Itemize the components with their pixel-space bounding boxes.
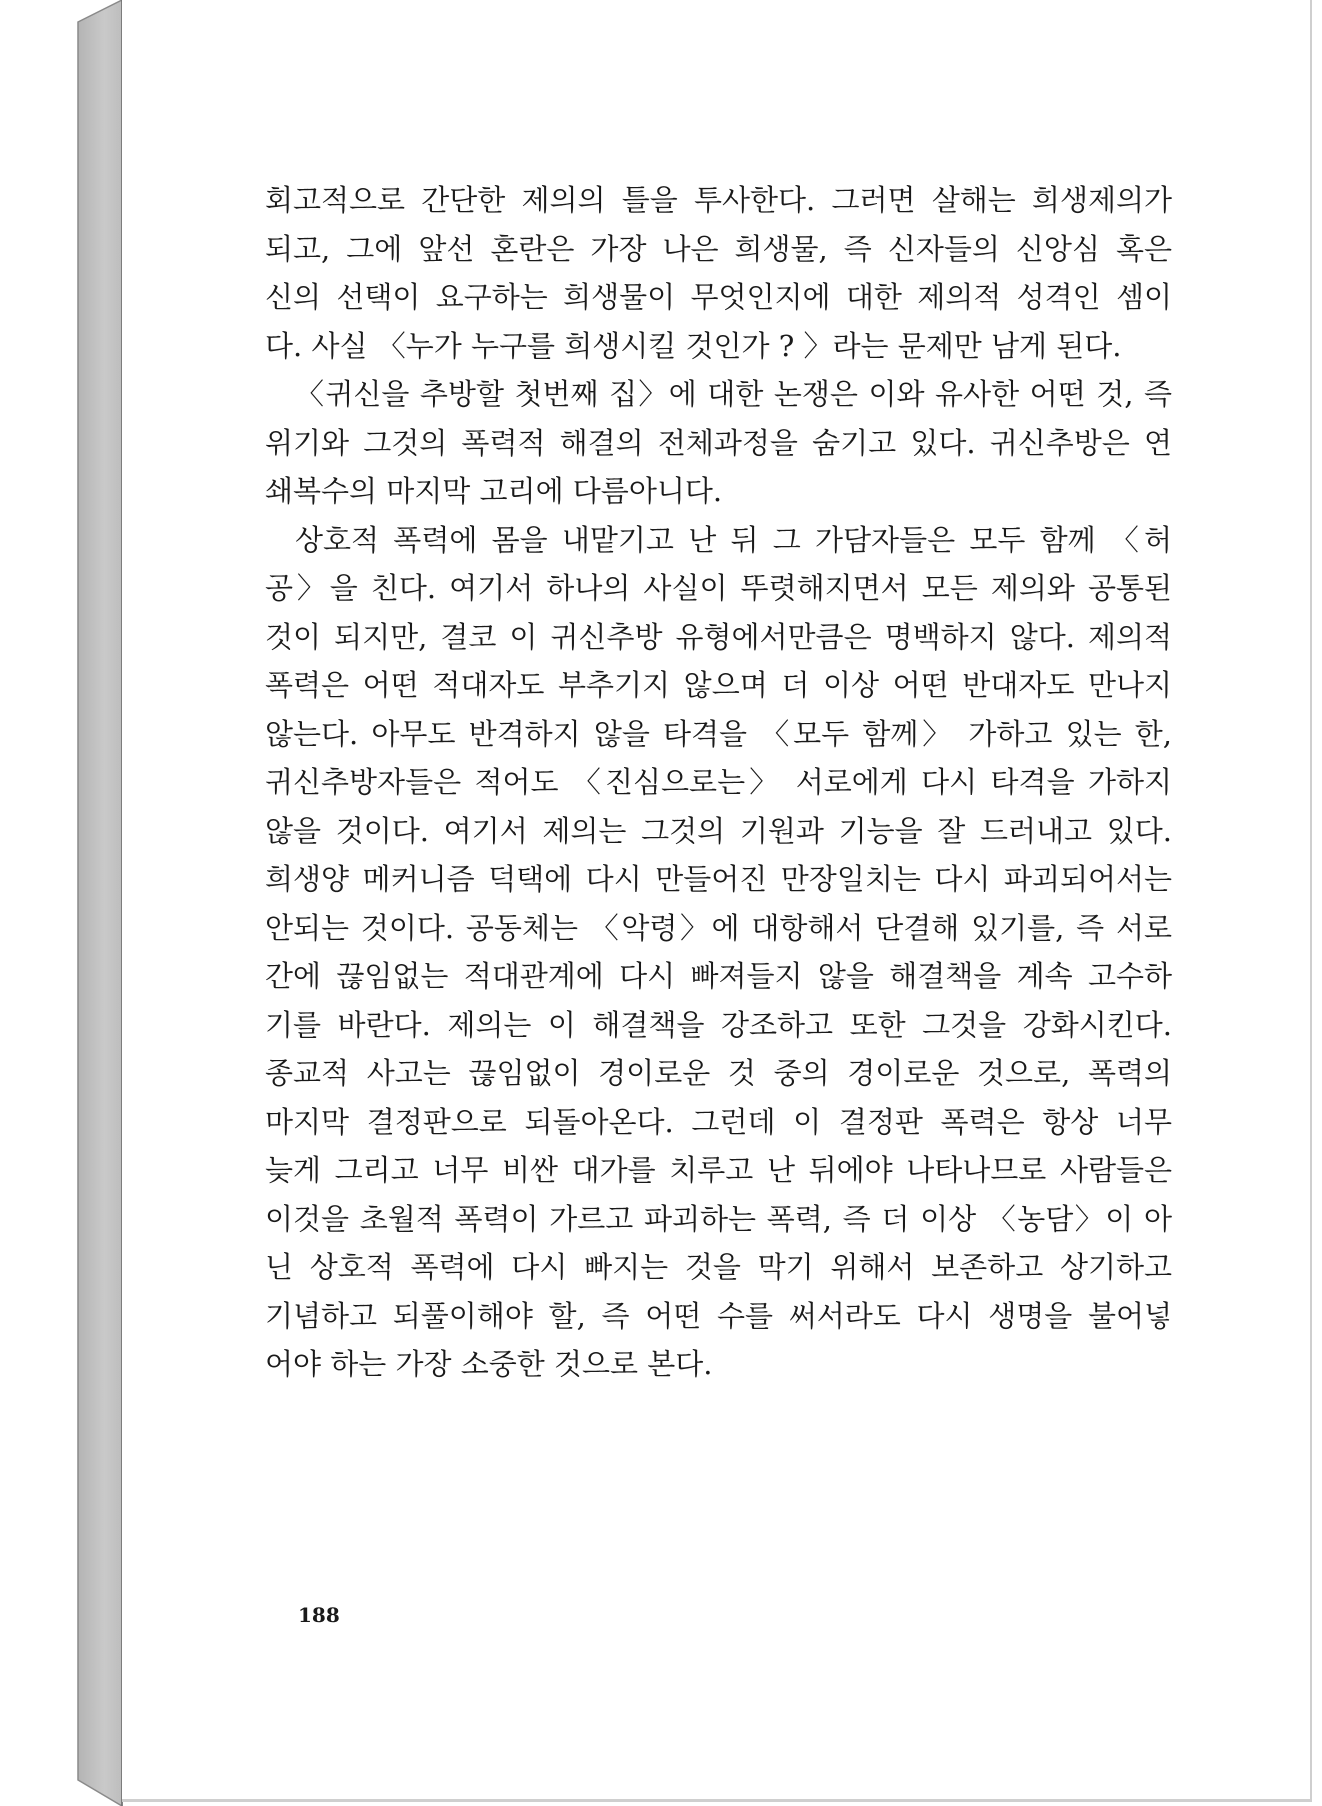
body-text (265, 176, 1172, 1389)
text-line: 종교적 사고는 끊임없이 경이로운 것 중의 경이로운 것으로, 폭력의 (265, 1056, 1172, 1090)
text-line: 않는다. 아무도 반격하지 않을 타격을 〈모두 함께〉 가하고 있는 한, (265, 716, 1172, 751)
text-line: 되고, 그에 앞선 혼란은 가장 나은 희생물, 즉 신자들의 신앙심 혹은 (265, 231, 1172, 266)
text-line: 이것을 초월적 폭력이 가르고 파괴하는 폭력, 즉 더 이상 〈농담〉이 아 (265, 1201, 1172, 1236)
text-line: 닌 상호적 폭력에 다시 빠지는 것을 막기 위해서 보존하고 상기하고 (265, 1250, 1172, 1284)
text-line: 신의 선택이 요구하는 희생물이 무엇인지에 대한 제의적 성격인 셈이 (265, 280, 1172, 314)
text-line: 희생양 메커니즘 덕택에 다시 만들어진 만장일치는 다시 파괴되어서는 (265, 862, 1172, 896)
text-line: 다. 사실 〈누가 누구를 희생시킬 것인가 ? 〉라는 문제만 남게 된다. (265, 328, 1122, 363)
text-line: 기념하고 되풀이해야 할, 즉 어떤 수를 써서라도 다시 생명을 불어넣 (265, 1298, 1172, 1333)
text-line: 위기와 그것의 폭력적 해결의 전체과정을 숨기고 있다. 귀신추방은 연 (265, 425, 1172, 460)
text-line: 공〉을 친다. 여기서 하나의 사실이 뚜렷해지면서 모든 제의와 공통된 (265, 571, 1172, 605)
text-line: 귀신추방자들은 적어도 〈진심으로는〉 서로에게 다시 타격을 가하지 (265, 765, 1172, 799)
book-page (122, 0, 1312, 1802)
text-line: 회고적으로 간단한 제의의 틀을 투사한다. 그러면 살해는 희생제의가 (265, 183, 1172, 217)
page-number: 188 (298, 1603, 340, 1627)
text-line: 기를 바란다. 제의는 이 해결책을 강조하고 또한 그것을 강화시킨다. (265, 1007, 1172, 1042)
text-line: 것이 되지만, 결코 이 귀신추방 유형에서만큼은 명백하지 않다. 제의적 (265, 619, 1172, 654)
text-line: 〈귀신을 추방할 첫번째 집〉에 대한 논쟁은 이와 유사한 어떤 것, 즉 (295, 377, 1172, 411)
text-line: 폭력은 어떤 적대자도 부추기지 않으며 더 이상 어떤 반대자도 만나지 (265, 668, 1172, 702)
text-line: 늦게 그리고 너무 비싼 대가를 치루고 난 뒤에야 나타나므로 사람들은 (265, 1153, 1172, 1187)
text-line: 간에 끊임없는 적대관계에 다시 빠져들지 않을 해결책을 계속 고수하 (265, 959, 1172, 993)
text-line: 안되는 것이다. 공동체는 〈악령〉에 대항해서 단결해 있기를, 즉 서로 (265, 910, 1172, 945)
text-line: 어야 하는 가장 소중한 것으로 본다. (265, 1347, 713, 1381)
text-line: 상호적 폭력에 몸을 내맡기고 난 뒤 그 가담자들은 모두 함께 〈허 (295, 522, 1172, 557)
text-line: 마지막 결정판으로 되돌아온다. 그런데 이 결정판 폭력은 항상 너무 (265, 1104, 1172, 1139)
text-line: 쇄복수의 마지막 고리에 다름아니다. (265, 474, 723, 508)
text-line: 않을 것이다. 여기서 제의는 그것의 기원과 기능을 잘 드러내고 있다. (265, 813, 1172, 848)
